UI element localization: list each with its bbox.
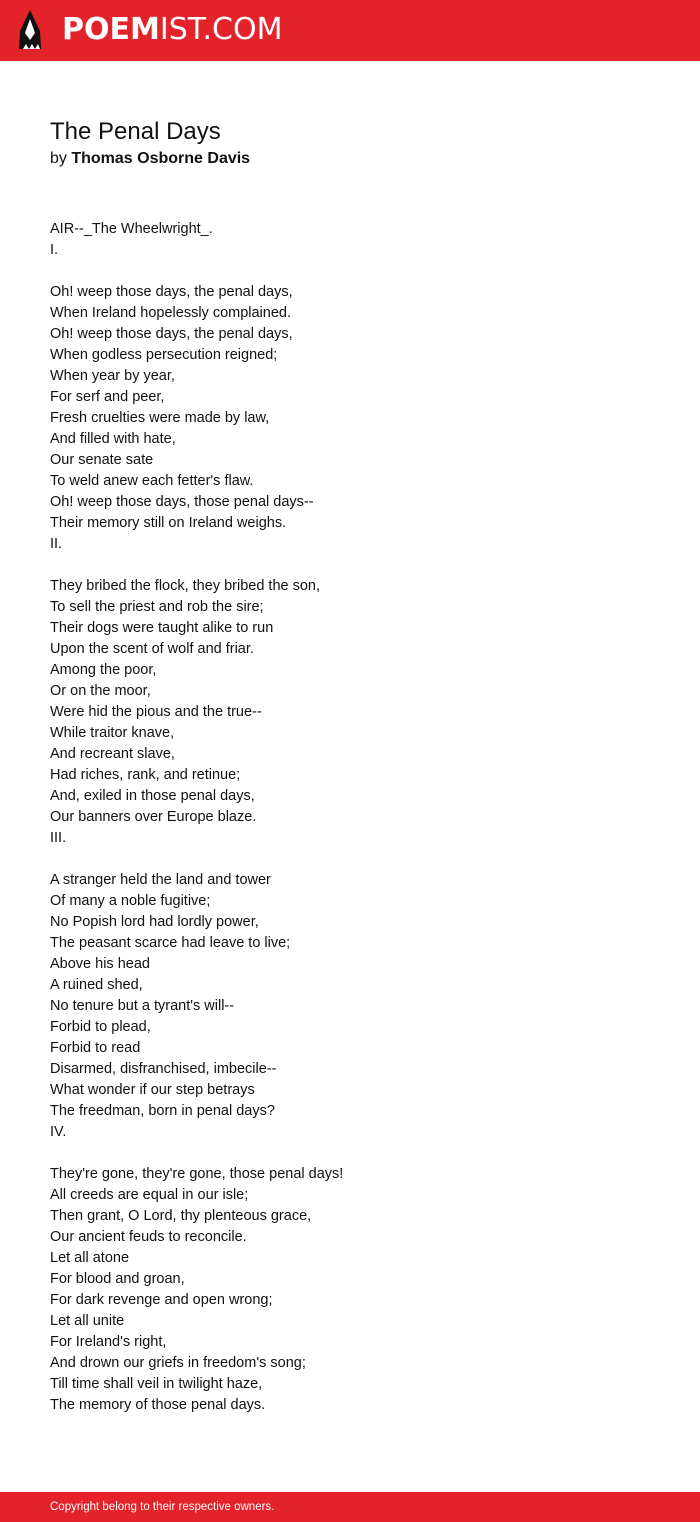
poem-line: To weld anew each fetter's flaw. [50, 473, 254, 489]
logo-light-text: IST.COM [159, 12, 283, 47]
poem-line: While traitor knave, [50, 725, 175, 741]
poem-line: A ruined shed, [50, 977, 143, 993]
poem-line: Their memory still on Ireland weighs. [50, 515, 287, 531]
byline [50, 148, 250, 170]
poem-line: When year by year, [50, 368, 175, 384]
poem-line: For dark revenge and open wrong; [50, 1292, 273, 1308]
poem-line: All creeds are equal in our isle; [50, 1187, 249, 1203]
stanza-break [50, 1143, 650, 1164]
poem-line: Till time shall veil in twilight haze, [50, 1376, 263, 1392]
poem-line: They're gone, they're gone, those penal days! [50, 1166, 344, 1182]
copyright-text: Copyright belong to their respective owners. [50, 1501, 275, 1513]
poem-line: When godless persecution reigned; [50, 347, 278, 363]
poem-line: And drown our griefs in freedom's song; [50, 1355, 306, 1371]
poem-line: Forbid to plead, [50, 1019, 151, 1035]
poem-line: The peasant scarce had leave to live; [50, 935, 291, 951]
poem-line: Let all unite [50, 1313, 125, 1329]
poem-line: III. [50, 830, 67, 846]
site-footer [0, 1492, 700, 1522]
poem-line: II. [50, 536, 63, 552]
poem-line: And, exiled in those penal days, [50, 788, 255, 804]
poem-line: I. [50, 242, 59, 258]
poem-line: For blood and groan, [50, 1271, 185, 1287]
poem-line: Let all atone [50, 1250, 130, 1266]
poem-line: A stranger held the land and tower [50, 872, 271, 888]
site-header [0, 0, 700, 61]
pen-nib-icon[interactable] [18, 9, 42, 51]
poem-body [50, 219, 650, 1416]
poem-line: Upon the scent of wolf and friar. [50, 641, 254, 657]
poem-line: Oh! weep those days, those penal days-- [50, 494, 314, 510]
poem-line: No tenure but a tyrant's will-- [50, 998, 235, 1014]
poem-line: Forbid to read [50, 1040, 141, 1056]
poem-line: Fresh cruelties were made by law, [50, 410, 270, 426]
poem-line: They bribed the flock, they bribed the son, [50, 578, 321, 594]
poem-line: Our ancient feuds to reconcile. [50, 1229, 247, 1245]
poem-line: And filled with hate, [50, 431, 176, 447]
poem-line: Had riches, rank, and retinue; [50, 767, 241, 783]
poem-line: Above his head [50, 956, 150, 972]
poem-line: And recreant slave, [50, 746, 175, 762]
poem-line: No Popish lord had lordly power, [50, 914, 259, 930]
author-name: Thomas Osborne Davis [71, 150, 251, 167]
poem-line: Among the poor, [50, 662, 157, 678]
poem-line: Then grant, O Lord, thy plenteous grace, [50, 1208, 312, 1224]
poem-line: Were hid the pious and the true-- [50, 704, 262, 720]
poem-line: Disarmed, disfranchised, imbecile-- [50, 1061, 277, 1077]
poem-line: Oh! weep those days, the penal days, [50, 326, 293, 342]
poem-title: The Penal Days [50, 118, 221, 145]
stanza-break [50, 849, 650, 870]
poem-line: The freedman, born in penal days? [50, 1103, 275, 1119]
poem-line: For serf and peer, [50, 389, 165, 405]
logo-bold-text: POEM [62, 12, 160, 47]
poem-line: Our senate sate [50, 452, 154, 468]
stanza-break [50, 555, 650, 576]
poem-line: Oh! weep those days, the penal days, [50, 284, 293, 300]
poem-line: To sell the priest and rob the sire; [50, 599, 264, 615]
poem-line: The memory of those penal days. [50, 1397, 266, 1413]
stanza-break [50, 261, 650, 282]
site-logo[interactable] [62, 12, 282, 48]
poem-line: Or on the moor, [50, 683, 151, 699]
poem-line: When Ireland hopelessly complained. [50, 305, 291, 321]
poem-line: Their dogs were taught alike to run [50, 620, 274, 636]
poem-line: Of many a noble fugitive; [50, 893, 211, 909]
poem-line: For Ireland's right, [50, 1334, 167, 1350]
poem-line: What wonder if our step betrays [50, 1082, 255, 1098]
poem-line: AIR--_The Wheelwright_. [50, 221, 213, 237]
by-label: by [50, 150, 67, 167]
poem-line: IV. [50, 1124, 67, 1140]
poem-line: Our banners over Europe blaze. [50, 809, 257, 825]
